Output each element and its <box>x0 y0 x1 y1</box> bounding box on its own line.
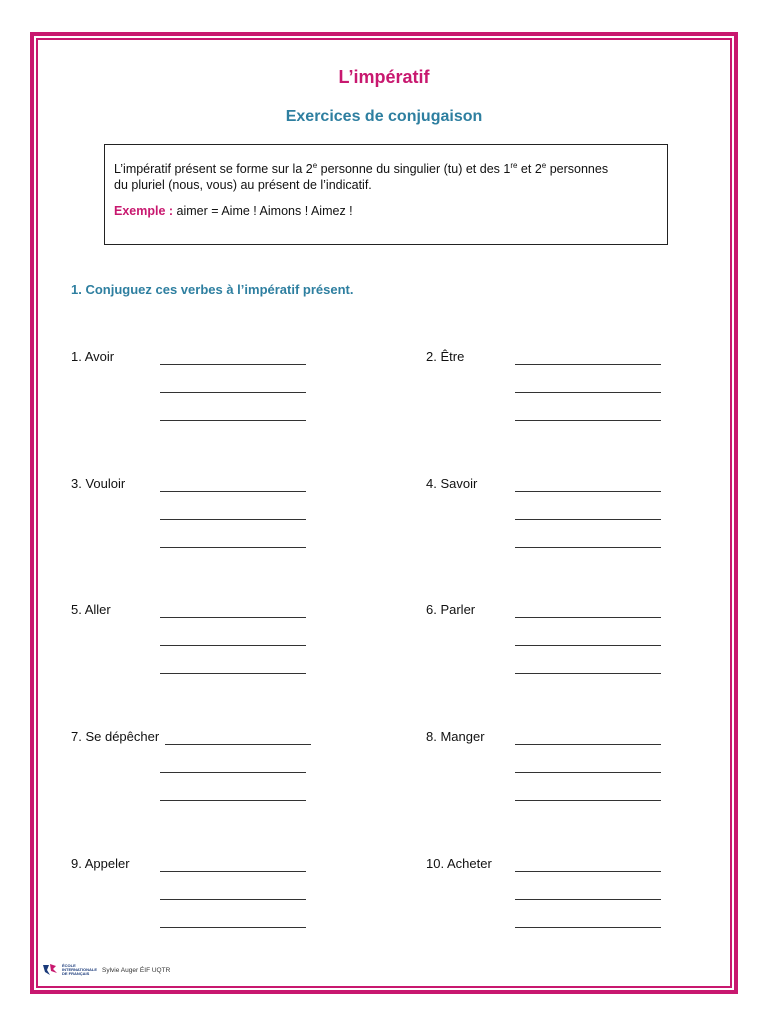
answer-blank[interactable] <box>165 744 311 745</box>
school-logo-text: ÉCOLE INTERNATIONALE DE FRANÇAIS <box>62 963 98 976</box>
verb-label: 1. Avoir <box>71 349 115 364</box>
answer-blank[interactable] <box>515 871 661 872</box>
footer-credit: Sylvie Auger ÉIF UQTR <box>102 966 171 974</box>
rule-superscript: re <box>510 160 518 170</box>
footer <box>42 963 170 977</box>
answer-blank[interactable] <box>515 547 661 548</box>
verb-label: 9. Appeler <box>71 856 130 871</box>
answer-blank[interactable] <box>160 364 306 365</box>
page-title: L’impératif <box>338 67 430 87</box>
answer-blank[interactable] <box>515 800 661 801</box>
rule-text-part: personne du singulier (tu) et des 1 <box>317 162 511 176</box>
answer-blank[interactable] <box>160 800 306 801</box>
rule-box <box>104 144 668 245</box>
rule-superscript: e <box>312 160 318 170</box>
answer-blank[interactable] <box>515 772 661 773</box>
answer-blank[interactable] <box>160 392 306 393</box>
answer-blank[interactable] <box>515 744 661 745</box>
verb-label: 10. Acheter <box>426 856 492 871</box>
example-line <box>114 203 659 219</box>
answer-blank[interactable] <box>160 673 306 674</box>
page-subtitle: Exercices de conjugaison <box>285 108 483 125</box>
answer-blank[interactable] <box>160 899 306 900</box>
rule-text <box>114 161 659 193</box>
verb-label: 8. Manger <box>426 729 485 744</box>
answer-blank[interactable] <box>515 392 661 393</box>
verb-label: 2. Être <box>426 349 465 364</box>
answer-blank[interactable] <box>160 772 306 773</box>
verb-label: 5. Aller <box>71 602 111 617</box>
answer-blank[interactable] <box>160 871 306 872</box>
example-text: aimer = Aime ! Aimons ! Aimez ! <box>173 204 353 218</box>
answer-blank[interactable] <box>515 927 661 928</box>
answer-blank[interactable] <box>160 547 306 548</box>
answer-blank[interactable] <box>515 420 661 421</box>
verb-label: 7. Se dépêcher <box>71 729 160 744</box>
rule-text-part: et 2 <box>517 162 542 176</box>
answer-blank[interactable] <box>515 519 661 520</box>
rule-superscript: e <box>541 160 547 170</box>
answer-blank[interactable] <box>515 645 661 646</box>
answer-blank[interactable] <box>160 927 306 928</box>
example-label: Exemple : <box>114 204 174 218</box>
school-logo-icon <box>42 963 58 977</box>
answer-blank[interactable] <box>515 899 661 900</box>
answer-blank[interactable] <box>160 491 306 492</box>
answer-blank[interactable] <box>515 364 661 365</box>
answer-blank[interactable] <box>515 673 661 674</box>
rule-text-part: personnes <box>546 162 609 176</box>
exercise-instruction: 1. Conjuguez ces verbes à l’impératif présent. <box>71 282 354 297</box>
rule-text-part: du pluriel (nous, vous) au présent de l’indicatif. <box>114 178 372 192</box>
rule-text-part: L’impératif présent se forme sur la 2 <box>114 162 313 176</box>
answer-blank[interactable] <box>160 645 306 646</box>
answer-blank[interactable] <box>515 491 661 492</box>
answer-blank[interactable] <box>160 519 306 520</box>
verb-label: 6. Parler <box>426 602 476 617</box>
answer-blank[interactable] <box>515 617 661 618</box>
answer-blank[interactable] <box>160 420 306 421</box>
verb-label: 4. Savoir <box>426 476 478 491</box>
verb-label: 3. Vouloir <box>71 476 126 491</box>
answer-blank[interactable] <box>160 617 306 618</box>
